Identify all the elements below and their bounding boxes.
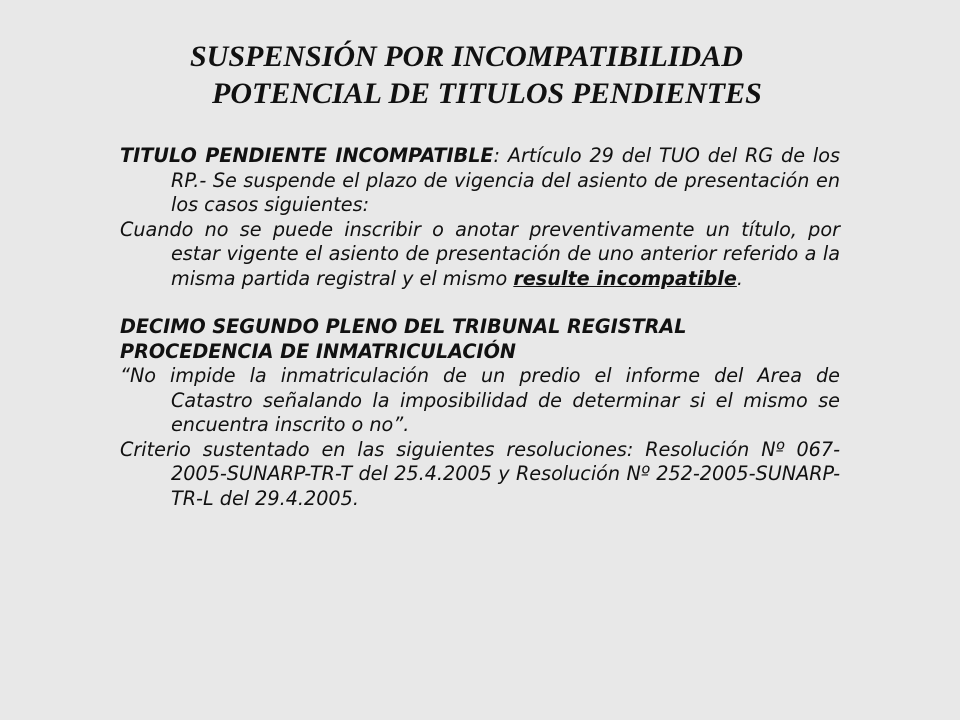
pleno-heading-1: DECIMO SEGUNDO PLENO DEL TRIBUNAL REGISTRAL xyxy=(120,315,687,338)
case-paragraph xyxy=(120,218,840,292)
case-emphasis: resulte incompatible xyxy=(513,266,737,290)
case-text: Cuando no se puede inscribir o anotar preventivamente un título, por estar vigente el asiento de presentación de uno anterior referido a la misma partida registral y el mismo xyxy=(120,217,840,290)
title-line-1: SUSPENSIÓN POR INCOMPATIBILIDAD xyxy=(190,40,743,73)
slide-body xyxy=(120,144,840,511)
slide-title xyxy=(120,38,840,112)
title-line-2: POTENCIAL DE TITULOS PENDIENTES xyxy=(212,77,762,110)
definition-text: : Artículo 29 del TUO del RG de los RP.- Se suspende el plazo de vigencia del asiento de presentación en los casos siguientes: xyxy=(171,144,840,216)
section-spacer xyxy=(120,291,840,315)
criteria-paragraph: Criterio sustentado en las siguientes resoluciones: Resolución Nº 067-2005-SUNARP-TR-T del 25.4.2005 y Resolución Nº 252-2005-SUNARP-TR-L del 29.4.2005. xyxy=(120,437,840,510)
case-end: . xyxy=(736,266,743,290)
definition-paragraph xyxy=(120,144,840,218)
quote-paragraph: “No impide la inmatriculación de un predio el informe del Area de Catastro señalando la imposibilidad de determinar si el mismo se encuentra inscrito o no”. xyxy=(120,364,840,436)
pleno-heading-2: PROCEDENCIA DE INMATRICULACIÓN xyxy=(120,339,516,363)
definition-term: TITULO PENDIENTE INCOMPATIBLE xyxy=(120,144,494,167)
